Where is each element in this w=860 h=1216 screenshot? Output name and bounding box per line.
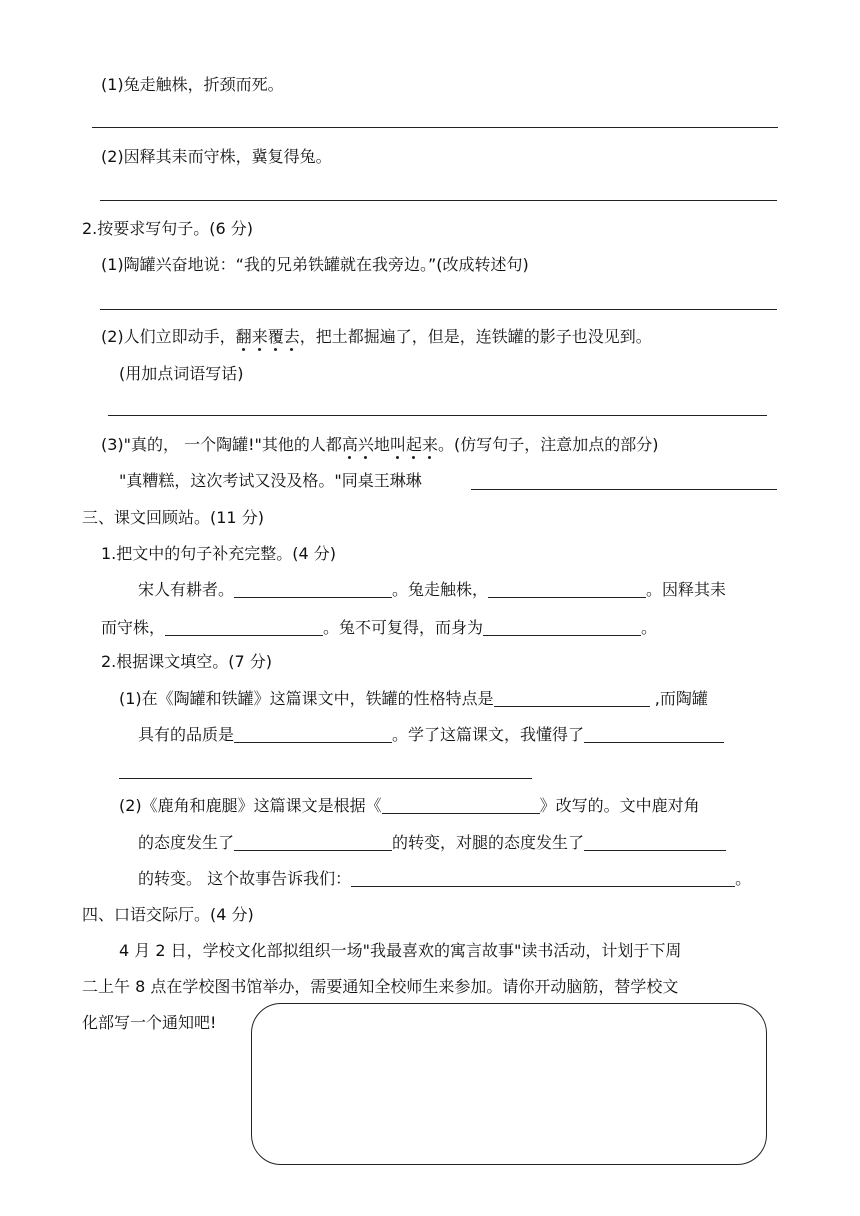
s3-q2-2-line-2 xyxy=(138,833,726,853)
fill-blank[interactable] xyxy=(382,797,540,814)
q2-title: 2.按要求写句子。(6 分) xyxy=(82,219,254,238)
answer-line[interactable] xyxy=(100,200,777,201)
s4-paragraph-line-2: 二上午 8 点在学校图书馆举办，需要通知全校师生来参加。请你开动脑筋，替学校文 xyxy=(82,977,679,996)
answer-line[interactable] xyxy=(119,778,532,779)
dotted-char: 来 xyxy=(251,327,268,346)
text-segment: 的转变。 这个故事告诉我们： xyxy=(138,869,352,888)
s4-paragraph-line-1: 4 月 2 日，学校文化部拟组织一场"我最喜欢的寓言故事"读书活动，计划于下周 xyxy=(119,941,682,960)
q2-item-3-text-a: (3)"真的， 一个陶罐!"其他的人都 xyxy=(101,435,342,454)
q2-item-1: (1)陶罐兴奋地说：“我的兄弟铁罐就在我旁边。”(改成转述句) xyxy=(101,255,529,274)
text-segment: 而守株， xyxy=(101,618,166,637)
q2-item-3-line-2: "真糟糕，这次考试又没及格。"同桌王琳琳 xyxy=(119,471,422,490)
fill-blank[interactable] xyxy=(234,834,392,851)
text-segment: 的转变，对腿的态度发生了 xyxy=(392,833,585,852)
dotted-char: 覆 xyxy=(267,327,284,346)
fill-blank[interactable] xyxy=(488,581,646,598)
answer-line[interactable] xyxy=(108,415,767,416)
text-segment: 。因释其耒 xyxy=(646,580,727,599)
fill-blank[interactable] xyxy=(483,619,641,636)
s4-paragraph-line-3: 化部写一个通知吧! xyxy=(82,1013,217,1032)
q2-item-3 xyxy=(101,435,658,455)
text-segment: (2)《鹿角和鹿腿》这篇课文是根据《 xyxy=(119,796,382,815)
text-segment: ,而陶罐 xyxy=(649,689,708,708)
dotted-char: 翻 xyxy=(235,327,252,346)
q1-item-1: (1)兔走触株，折颈而死。 xyxy=(101,75,284,94)
text-segment: 具有的品质是 xyxy=(138,725,235,744)
fill-blank[interactable] xyxy=(234,726,392,743)
q2-item-2-text-a: (2)人们立即动手， xyxy=(101,327,236,346)
fill-blank[interactable] xyxy=(584,726,724,743)
dotted-char: 来 xyxy=(421,435,438,454)
s3-q2-1-line-2 xyxy=(138,725,724,745)
fill-blank[interactable] xyxy=(584,834,726,851)
text-segment: 》改写的。文中鹿对角 xyxy=(539,796,700,815)
text-segment: 。兔走触株， xyxy=(392,580,489,599)
text-segment: 。学了这篇课文，我懂得了 xyxy=(392,725,585,744)
answer-blank[interactable] xyxy=(471,489,777,490)
q2-item-2-text-b: ，把土都掘遍了，但是，连铁罐的影子也没见到。 xyxy=(299,327,652,346)
dotted-char: 叫 xyxy=(389,435,406,454)
answer-line[interactable] xyxy=(100,309,777,310)
dotted-char: 兴 xyxy=(357,435,374,454)
s3-q2-1-line-1 xyxy=(119,689,708,709)
q2-item-2 xyxy=(101,327,652,347)
text-segment: (1)在《陶罐和铁罐》这篇课文中，铁罐的性格特点是 xyxy=(119,689,494,708)
text-segment: 的态度发生了 xyxy=(138,833,235,852)
fill-blank[interactable] xyxy=(165,619,323,636)
section-4-title: 四、口语交际厅。(4 分) xyxy=(82,905,254,924)
text-segment: 。 xyxy=(641,618,658,637)
s3-q1-line-1 xyxy=(138,580,726,600)
fill-blank[interactable] xyxy=(234,581,392,598)
dotted-char: 起 xyxy=(405,435,422,454)
q2-item-3-text-mid: 地 xyxy=(373,435,390,454)
text-segment: 。兔不可复得，而身为 xyxy=(323,618,484,637)
dotted-char: 去 xyxy=(283,327,300,346)
answer-line[interactable] xyxy=(92,127,778,128)
fill-blank[interactable] xyxy=(351,870,735,887)
q2-item-3-text-b: 。(仿写句子，注意加点的部分) xyxy=(437,435,659,454)
s3-q1-title: 1.把文中的句子补充完整。(4 分) xyxy=(101,544,337,563)
s3-q1-line-2 xyxy=(101,618,657,638)
text-segment: 。 xyxy=(735,869,752,888)
fill-blank[interactable] xyxy=(494,690,650,707)
s3-q2-2-line-3 xyxy=(138,869,751,889)
s3-q2-title: 2.根据课文填空。(7 分) xyxy=(101,652,273,671)
q2-item-2-note: (用加点词语写话) xyxy=(119,364,244,383)
dotted-char: 高 xyxy=(341,435,358,454)
notice-writing-box[interactable] xyxy=(251,1003,767,1165)
section-3-title: 三、课文回顾站。(11 分) xyxy=(82,508,264,527)
text-segment: 宋人有耕者。 xyxy=(138,580,235,599)
q1-item-2: (2)因释其耒而守株，冀复得兔。 xyxy=(101,147,332,166)
s3-q2-2-line-1 xyxy=(119,796,700,816)
